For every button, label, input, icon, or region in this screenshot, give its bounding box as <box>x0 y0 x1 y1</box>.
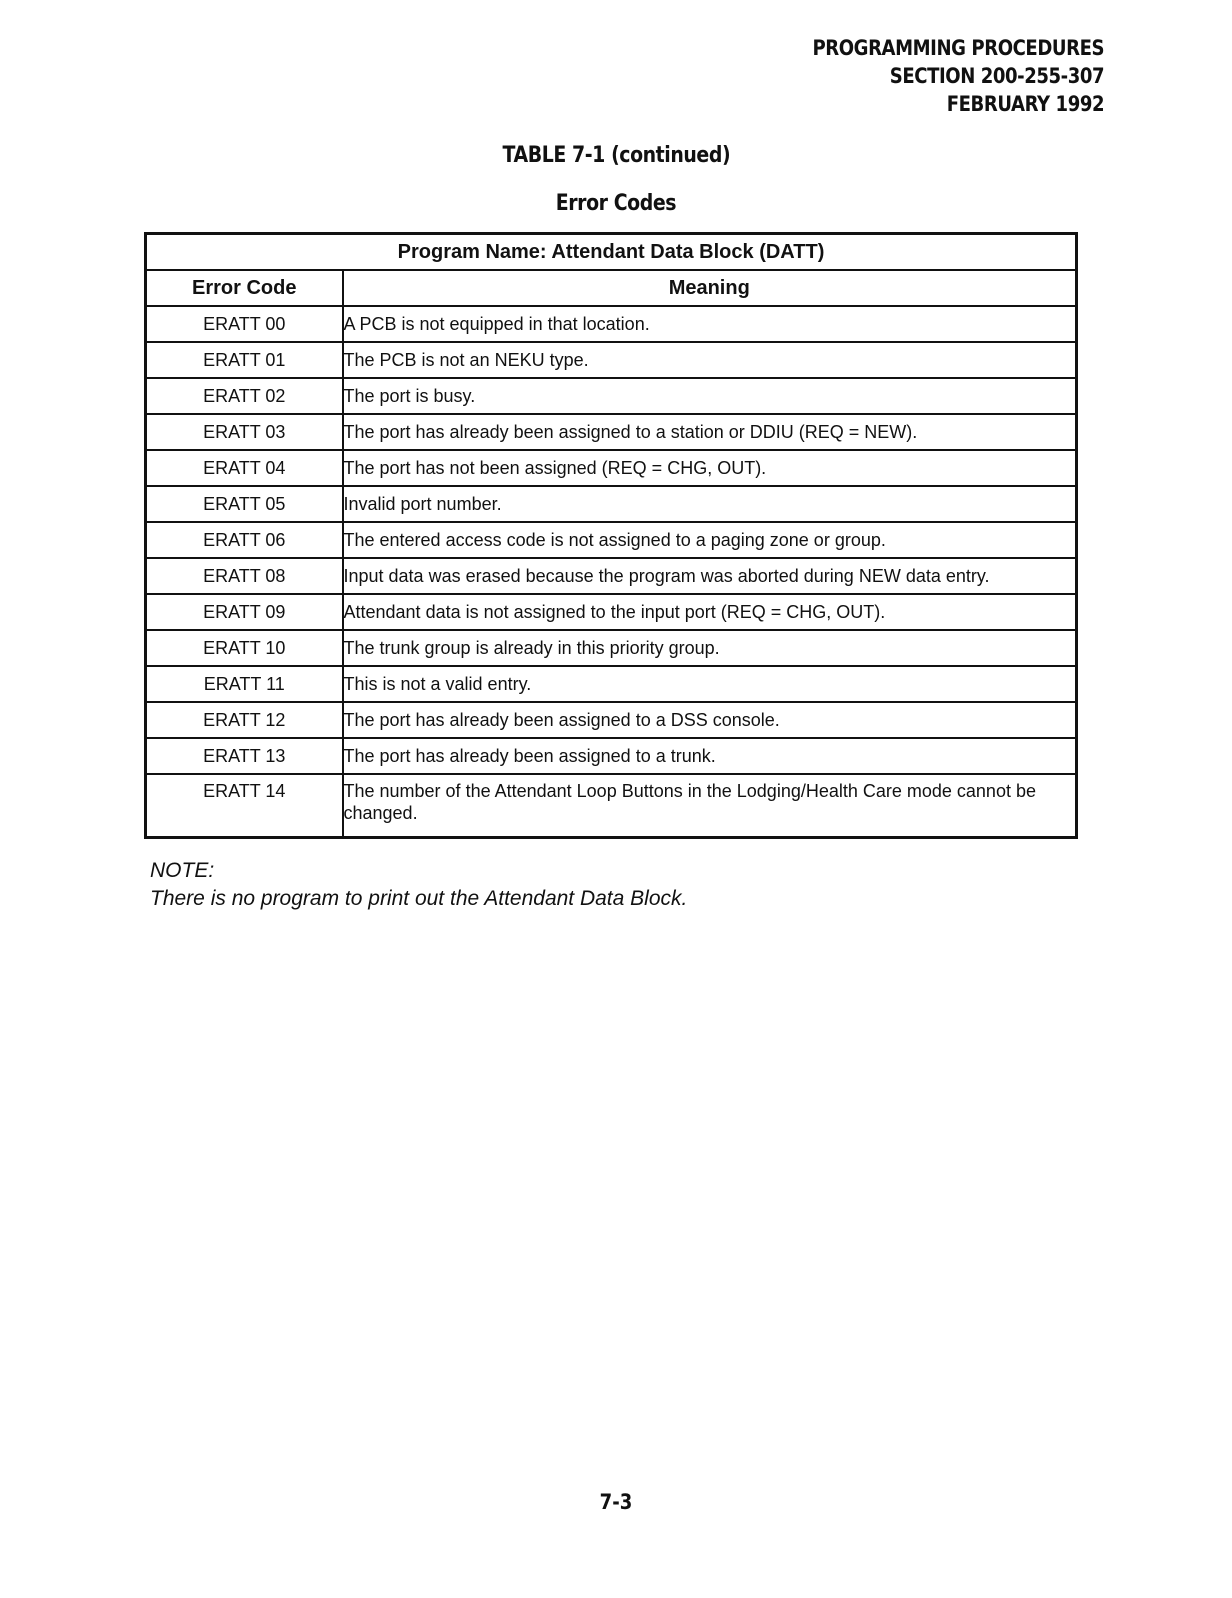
error-codes-table <box>144 232 1078 839</box>
document-header <box>812 34 1104 118</box>
meaning-cell: Attendant data is not assigned to the input port (REQ = CHG, OUT). <box>343 594 1077 630</box>
table-row <box>146 630 1077 666</box>
program-name-header: Program Name: Attendant Data Block (DATT) <box>146 234 1077 271</box>
meaning-cell: Invalid port number. <box>343 486 1077 522</box>
table-row <box>146 342 1077 378</box>
table-row <box>146 486 1077 522</box>
header-title: PROGRAMMING PROCEDURES <box>812 36 1104 60</box>
table-row <box>146 378 1077 414</box>
header-section: SECTION 200-255-307 <box>889 64 1104 88</box>
note-text: There is no program to print out the Attendant Data Block. <box>150 887 688 910</box>
column-header-error-code: Error Code <box>146 270 343 306</box>
meaning-cell: The number of the Attendant Loop Buttons in the Lodging/Health Care mode cannot be changed. <box>343 774 1077 838</box>
error-code-cell: ERATT 08 <box>146 558 343 594</box>
program-name-row <box>146 234 1077 271</box>
error-code-cell: ERATT 00 <box>146 306 343 342</box>
error-code-cell: ERATT 05 <box>146 486 343 522</box>
table-title: TABLE 7-1 (continued) <box>502 143 730 168</box>
table-note <box>150 857 687 913</box>
note-label: NOTE: <box>150 859 215 882</box>
error-code-cell: ERATT 02 <box>146 378 343 414</box>
table-row <box>146 774 1077 838</box>
table-row <box>146 594 1077 630</box>
error-code-cell: ERATT 10 <box>146 630 343 666</box>
meaning-cell: A PCB is not equipped in that location. <box>343 306 1077 342</box>
page-number: 7-3 <box>599 1490 633 1514</box>
meaning-cell: Input data was erased because the program was aborted during NEW data entry. <box>343 558 1077 594</box>
table-row <box>146 738 1077 774</box>
meaning-cell: The port has already been assigned to a DSS console. <box>343 702 1077 738</box>
error-code-cell: ERATT 11 <box>146 666 343 702</box>
error-code-cell: ERATT 09 <box>146 594 343 630</box>
error-code-cell: ERATT 03 <box>146 414 343 450</box>
meaning-cell: The trunk group is already in this priority group. <box>343 630 1077 666</box>
table-row <box>146 414 1077 450</box>
error-code-cell: ERATT 06 <box>146 522 343 558</box>
meaning-cell: This is not a valid entry. <box>343 666 1077 702</box>
error-code-cell: ERATT 04 <box>146 450 343 486</box>
error-code-cell: ERATT 12 <box>146 702 343 738</box>
meaning-cell: The port has not been assigned (REQ = CHG, OUT). <box>343 450 1077 486</box>
column-header-row <box>146 270 1077 306</box>
column-header-meaning: Meaning <box>343 270 1077 306</box>
meaning-cell: The port has already been assigned to a station or DDIU (REQ = NEW). <box>343 414 1077 450</box>
table-row <box>146 702 1077 738</box>
table-row <box>146 522 1077 558</box>
table-subtitle: Error Codes <box>555 191 677 216</box>
table-row <box>146 306 1077 342</box>
meaning-cell: The PCB is not an NEKU type. <box>343 342 1077 378</box>
meaning-cell: The port is busy. <box>343 378 1077 414</box>
error-code-cell: ERATT 13 <box>146 738 343 774</box>
table-row <box>146 666 1077 702</box>
meaning-cell: The port has already been assigned to a trunk. <box>343 738 1077 774</box>
table-row <box>146 558 1077 594</box>
header-date: FEBRUARY 1992 <box>946 92 1104 116</box>
meaning-cell: The entered access code is not assigned to a paging zone or group. <box>343 522 1077 558</box>
error-code-cell: ERATT 01 <box>146 342 343 378</box>
error-code-cell: ERATT 14 <box>146 774 343 838</box>
table-row <box>146 450 1077 486</box>
